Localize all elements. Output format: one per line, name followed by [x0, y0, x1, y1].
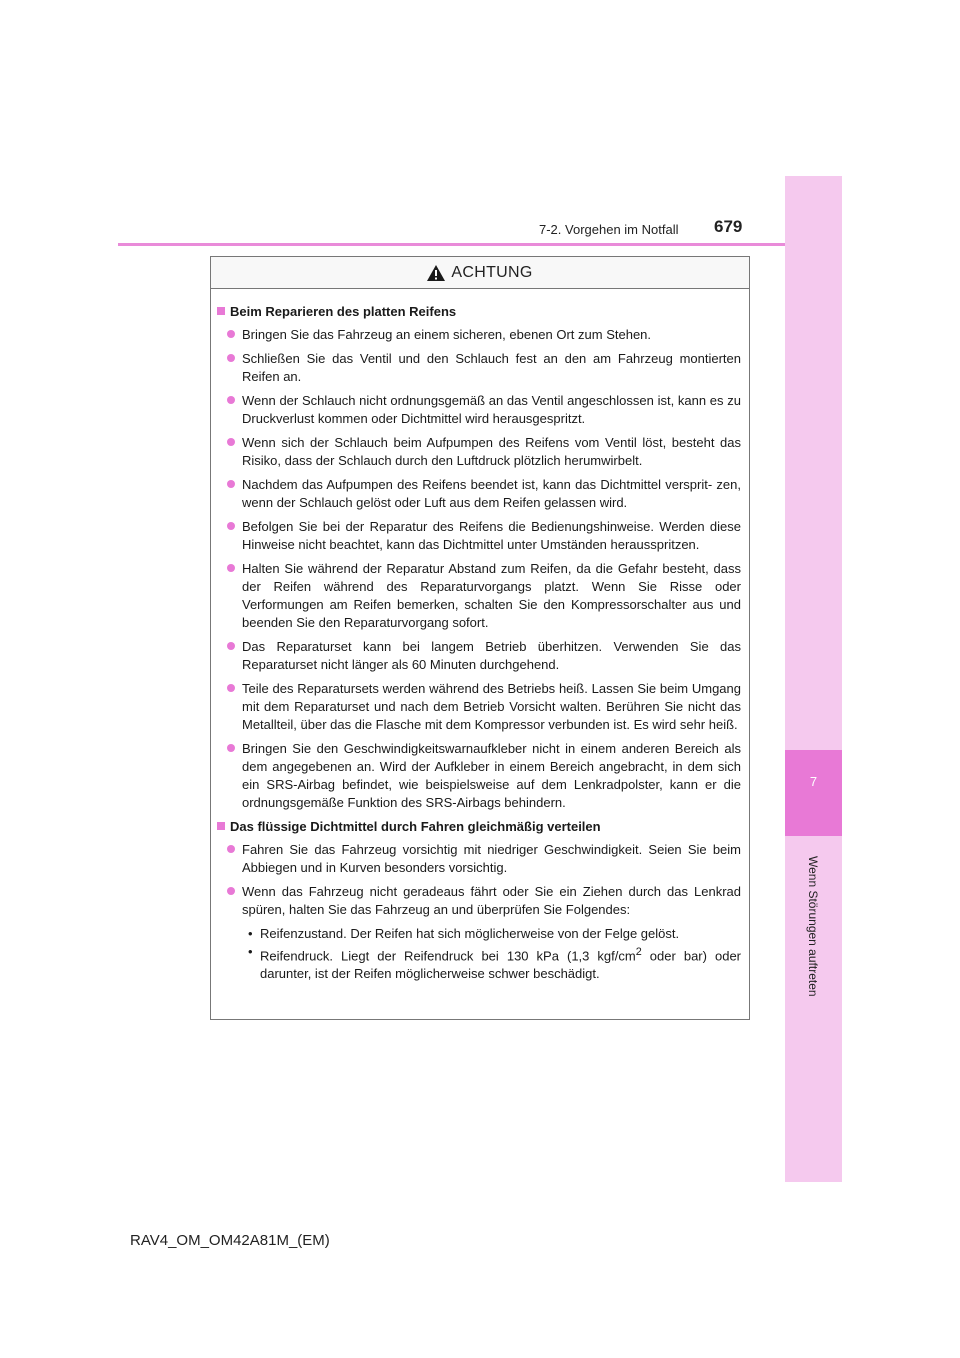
chapter-label: Wenn Störungen auftreten [806, 856, 820, 997]
list-item-text: Teile des Reparatursets werden während des Betriebs heiß. Lassen Sie beim Umgang mit dem Reparaturset und nach dem Betrieb Vorsicht walten. Berühren Sie nicht das Metallteil, über das die Flasche mit dem Kompressor verbunden ist. Es wird sehr heiß. [242, 681, 741, 732]
bullet-dot-icon [227, 564, 235, 572]
section-heading [217, 303, 741, 321]
list-item [217, 560, 741, 632]
section-heading [217, 818, 741, 836]
bullet-dot-icon [227, 438, 235, 446]
list-item-text: Bringen Sie den Geschwindigkeitswarnaufkleber nicht in einem anderen Bereich als dem angegebenen an. Wird der Aufkleber in einem Bereich angebracht, in dem sich ein SRS-Airbag befindet, wie beispielsweise auf dem Lenkradpolster, kann er die ordnungsgemäße Funktion des SRS-Airbags behindern. [242, 741, 741, 810]
list-item-text: Schließen Sie das Ventil und den Schlauch fest an den am Fahrzeug montierten Reifen an. [242, 351, 741, 384]
list-item [217, 883, 741, 919]
bullet-dot-icon [227, 744, 235, 752]
bullet-dot-icon [227, 330, 235, 338]
bullet-dot-icon [227, 396, 235, 404]
list-item [217, 392, 741, 428]
bullet-dot-icon [227, 684, 235, 692]
list-item [217, 326, 741, 344]
warning-triangle-icon [427, 265, 445, 281]
list-item-text: Fahren Sie das Fahrzeug vorsichtig mit niedriger Geschwindigkeit. Seien Sie beim Abbiegen und in Kurven besonders vorsichtig. [242, 842, 741, 875]
bullet-dot-icon [227, 887, 235, 895]
list-item-text: Wenn sich der Schlauch beim Aufpumpen des Reifens vom Ventil löst, besteht das Risiko, dass der Schlauch durch den Luftdruck plötzlich herumwirbelt. [242, 435, 741, 468]
warning-title: ACHTUNG [451, 263, 533, 281]
sub-list-item [217, 925, 741, 943]
list-item [217, 350, 741, 386]
chapter-number: 7 [809, 774, 818, 789]
list-item-text: Das Reparaturset kann bei langem Betrieb überhitzen. Verwenden Sie das Reparaturset nicht länger als 60 Minuten durchgehend. [242, 639, 741, 672]
section-heading-text: Beim Reparieren des platten Reifens [230, 304, 457, 319]
square-bullet-icon [217, 822, 225, 830]
document-code: RAV4_OM_OM42A81M_(EM) [130, 1232, 330, 1249]
warning-header [211, 257, 749, 289]
list-item-text: Befolgen Sie bei der Reparatur des Reifens die Bedienungshinweise. Werden diese Hinweise nicht beachtet, kann das Dichtmittel unter Umständen herausspritzen. [242, 519, 741, 552]
sub-list-item-text [260, 943, 741, 983]
header-section-title: 7-2. Vorgehen im Notfall [539, 222, 679, 237]
list-item [217, 841, 741, 877]
warning-body [211, 289, 749, 983]
sub-text-after: oder bar) oder darunter, ist der Reifen möglicherweise schwer beschädigt. [260, 948, 742, 982]
list-item-text: Wenn der Schlauch nicht ordnungsgemäß an das Ventil angeschlossen ist, kann es zu Druckverlust kommen oder Dichtmittel wird herausgespritzt. [242, 393, 741, 426]
sub-bullet-mark: • [248, 944, 253, 959]
list-item-text: Halten Sie während der Reparatur Abstand zum Reifen, da die Gefahr besteht, dass der Reifen während des Reparaturvorgangs platzt. Wenn Sie Risse oder Verformungen am Reifen bemerken, schalten Sie den Kompressorschalter aus und beenden Sie den Reparaturvorgang sofort. [242, 561, 741, 630]
bullet-dot-icon [227, 480, 235, 488]
sub-bullet-mark: • [248, 926, 253, 941]
side-chapter-tab [785, 176, 842, 1182]
list-item [217, 518, 741, 554]
section-heading-text: Das flüssige Dichtmittel durch Fahren gleichmäßig verteilen [230, 819, 601, 834]
superscript: 2 [635, 946, 642, 958]
bullet-dot-icon [227, 522, 235, 530]
bullet-dot-icon [227, 642, 235, 650]
bullet-dot-icon [227, 354, 235, 362]
sub-text-before: Reifendruck. Liegt der Reifendruck bei 130 kPa (1,3 kgf/cm [260, 948, 636, 964]
sub-list-item [217, 943, 741, 983]
sub-list-item-text: Reifenzustand. Der Reifen hat sich möglicherweise von der Felge gelöst. [260, 926, 680, 941]
chapter-number-block [785, 750, 842, 836]
warning-box [210, 256, 750, 1020]
square-bullet-icon [217, 307, 225, 315]
bullet-dot-icon [227, 845, 235, 853]
list-item-text: Bringen Sie das Fahrzeug an einem sicheren, ebenen Ort zum Stehen. [242, 327, 652, 342]
list-item [217, 740, 741, 812]
list-item [217, 638, 741, 674]
list-item-text: Wenn das Fahrzeug nicht geradeaus fährt oder Sie ein Ziehen durch das Lenkrad spüren, halten Sie das Fahrzeug an und überprüfen Sie Folgendes: [242, 884, 741, 917]
list-item [217, 476, 741, 512]
list-item [217, 434, 741, 470]
page-number: 679 [714, 217, 743, 236]
list-item [217, 680, 741, 734]
header-rule [118, 243, 785, 246]
list-item-text: Nachdem das Aufpumpen des Reifens beendet ist, kann das Dichtmittel versprit- zen, wenn der Schlauch gelöst oder Luft aus dem Reifen gelassen wird. [242, 477, 741, 510]
